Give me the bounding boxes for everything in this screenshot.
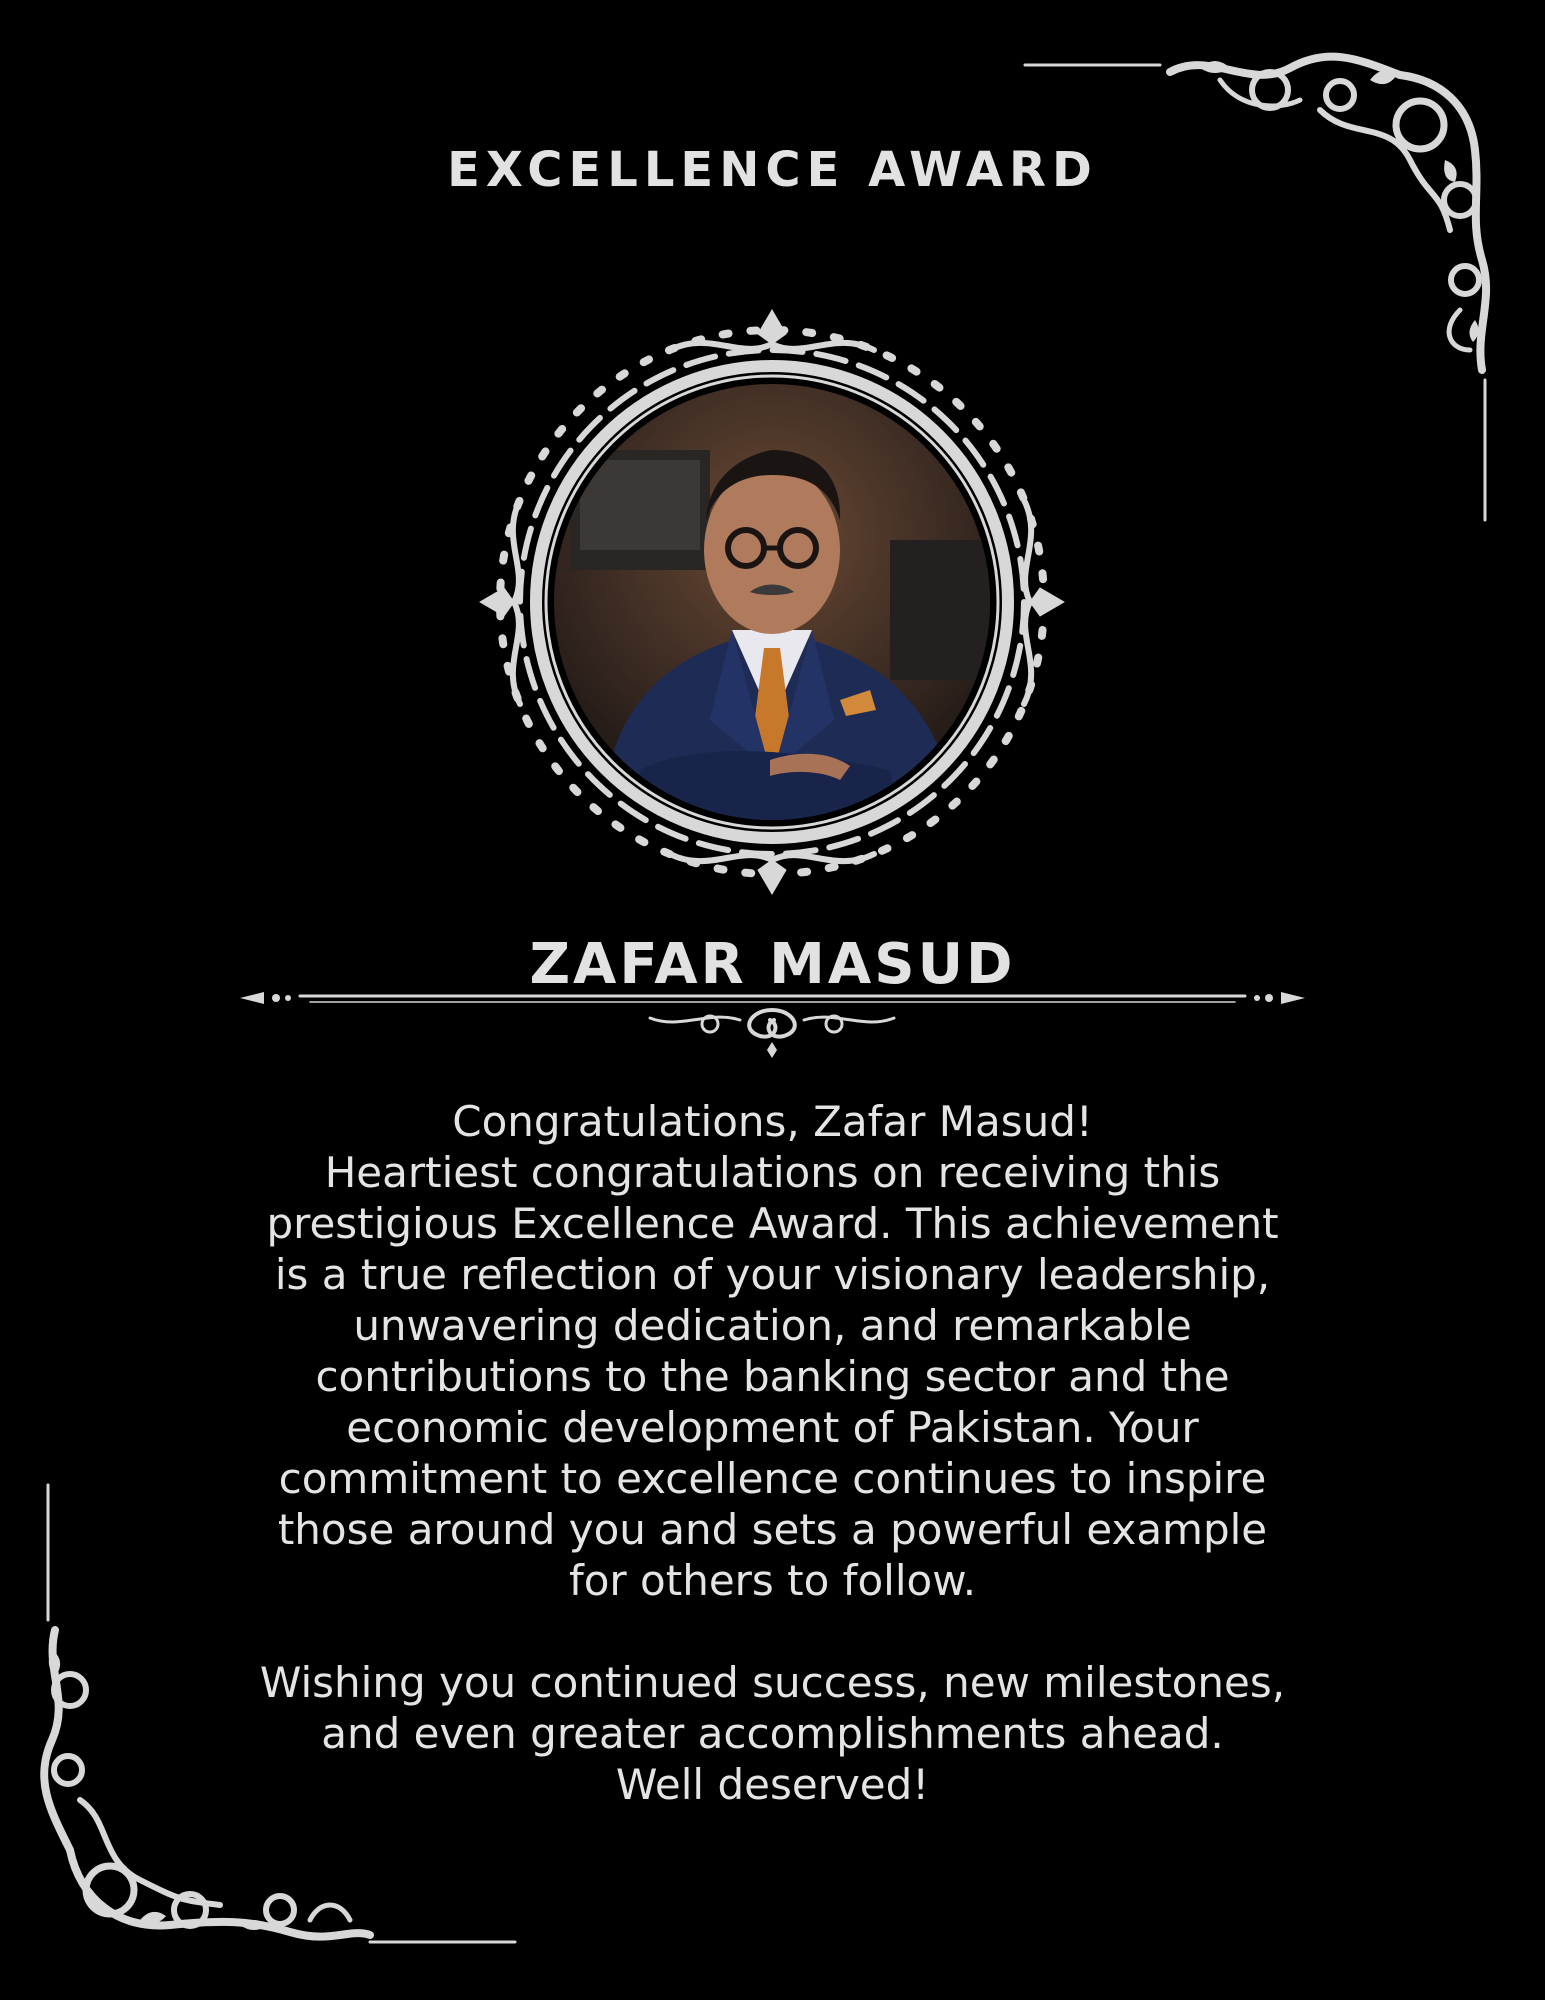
top-right-corner-ornament-icon (1020, 50, 1500, 530)
portrait-frame (470, 300, 1074, 904)
message-line: contributions to the banking sector and the (315, 1352, 1230, 1401)
award-title: EXCELLENCE AWARD (447, 142, 1098, 198)
closing-line: and even greater accomplishments ahead. (321, 1709, 1224, 1758)
message-line: unwavering dedication, and remarkable (353, 1301, 1192, 1350)
message-line: Congratulations, Zafar Masud! (452, 1097, 1093, 1146)
message-line: prestigious Excellence Award. This achievement (266, 1199, 1279, 1248)
recipient-name: ZAFAR MASUD (529, 932, 1016, 997)
message-line: is a true reflection of your visionary leadership, (274, 1250, 1271, 1299)
message-line: Heartiest congratulations on receiving this (324, 1148, 1221, 1197)
recipient-portrait-image (554, 384, 990, 820)
message-line: those around you and sets a powerful example (277, 1505, 1268, 1554)
message-line: economic development of Pakistan. Your (346, 1403, 1199, 1452)
closing-line: Well deserved! (615, 1760, 930, 1809)
closing-line: Wishing you continued success, new milestones, (259, 1658, 1286, 1707)
message-line: for others to follow. (568, 1556, 977, 1605)
paragraph-gap (140, 1606, 1405, 1657)
ornamental-divider-icon (240, 980, 1305, 1060)
congratulations-message (140, 1096, 1405, 1810)
message-line: commitment to excellence continues to inspire (278, 1454, 1267, 1503)
